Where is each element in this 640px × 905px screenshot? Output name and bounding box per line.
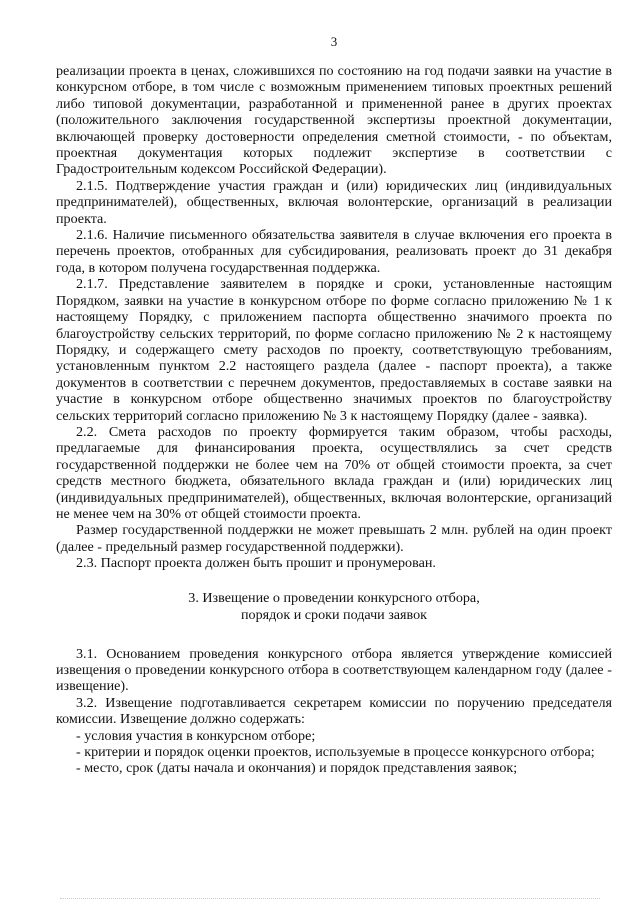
paragraph: 2.3. Паспорт проекта должен быть прошит и пронумерован. <box>76 555 436 572</box>
page-number: 3 <box>330 34 338 49</box>
paragraph: 3.1. Основанием проведения конкурсного отбора является утверждение комиссией извещения о проведении конкурсного отбора в соответствующем календарном году (далее - извещение). <box>56 645 612 695</box>
scan-edge-line <box>60 898 600 899</box>
section-heading-line: порядок и сроки подачи заявок <box>241 606 427 623</box>
section-heading-line: 3. Извещение о проведении конкурсного отбора, <box>188 589 480 606</box>
paragraph: Размер государственной поддержки не может превышать 2 млн. рублей на один проект (далее - предельный размер государственной поддержки). <box>56 522 612 555</box>
list-item: - условия участия в конкурсном отборе; <box>76 727 316 744</box>
paragraph: 2.1.7. Представление заявителем в порядке и сроки, установленные настоящим Порядком, заявки на участие в конкурсном отборе по форме согласно приложению № 1 к настоящему Порядку, с приложением паспорта общественно значимого проекта по благоустройству сельских территорий, по форме согласно приложению № 2 к настоящему Порядку, и содержащего смету расходов по проекту, соответствующую требованиям, установленным пунктом 2.2 настоящего раздела (далее - паспорт проекта), а также документов в соответствии с перечнем документов, предоставляемых в составе заявки на участие в конкурсном отборе общественно значимых проектов по благоустройству сельских территорий согласно приложению № 3 к настоящему Порядку (далее - заявка). <box>56 276 612 424</box>
section-heading <box>56 590 612 624</box>
body-before-section <box>56 63 612 572</box>
body-after-section <box>56 646 612 777</box>
paragraph: реализации проекта в ценах, сложившихся по состоянию на год подачи заявки на участие в конкурсном отборе, в том числе с возможным применением типовых проектных решений либо типовой документации, разработанной и примененной ранее в других проектах (положительного заключения государственной экспертизы проектной документации, включающей проверку достоверности определения сметной стоимости, - по объектам, проектная документация которых подлежит экспертизе в соответствии с Градостроительным кодексом Российской Федерации). <box>56 63 612 178</box>
list-item: - место, срок (даты начала и окончания) и порядок представления заявок; <box>76 760 518 777</box>
paragraph: 2.1.6. Наличие письменного обязательства заявителя в случае включения его проекта в перечень проектов, отобранных для субсидирования, реализовать проект до 31 декабря года, в котором получена государственная поддержка. <box>56 227 612 276</box>
paragraph: 2.2. Смета расходов по проекту формируется таким образом, чтобы расходы, предлагаемые для финансирования проекта, осуществлялись за счет средств государственной поддержки не более чем на 70% от общей стоимости проекта, за счет средств местного бюджета, обязательного вклада граждан и (или) юридических лиц (индивидуальных предпринимателей), общественных, включая волонтерские, организаций не менее чем на 30% от общей стоимости проекта. <box>56 423 612 522</box>
paragraph: 3.2. Извещение подготавливается секретарем комиссии по поручению председателя комиссии. Извещение должно содержать: <box>56 694 612 728</box>
paragraph: 2.1.5. Подтверждение участия граждан и (или) юридических лиц (индивидуальных предпринимателей), общественных, включая волонтерские, организаций в реализации проекта. <box>56 177 612 227</box>
list-item: - критерии и порядок оценки проектов, используемые в процессе конкурсного отбора; <box>76 744 595 761</box>
